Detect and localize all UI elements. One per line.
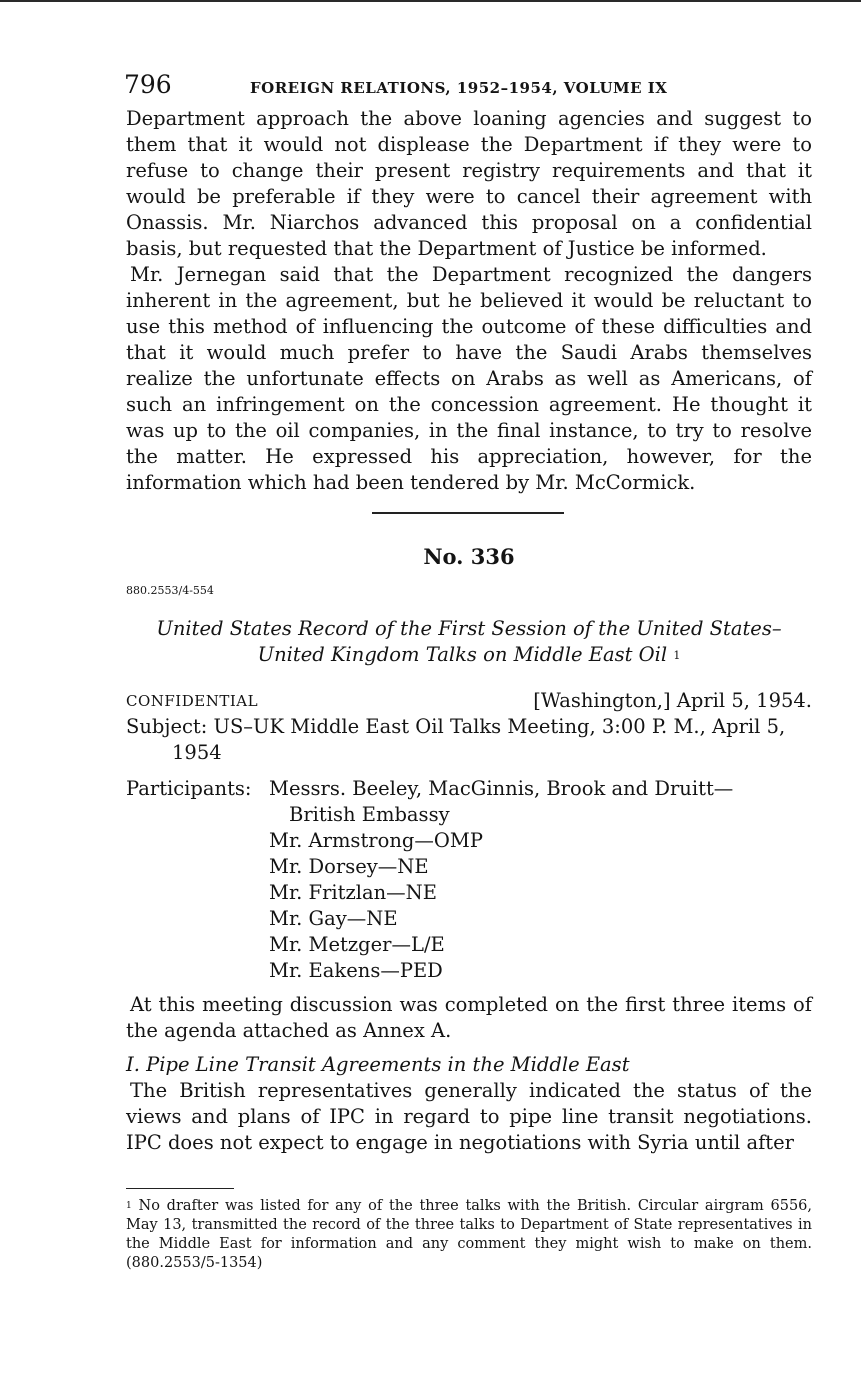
document-title-line-2: United Kingdom Talks on Middle East Oil <box>257 642 668 666</box>
participant-item: Mr. Metzger—L/E <box>269 932 445 956</box>
intro-paragraph-2: Mr. Jernegan said that the Department recognized the dangers inherent in the agreement, but he believed it would be reluctant to use this method of influencing the outcome of these difficulties and that it would much prefer to have the Saudi Arabs themselves realize the unfortunate effects on Arabs as well as Americans, of such an infringement on the concession agreement. He thought it was up to the oil companies, in the final instance, to try to resolve the matter. He expressed his appreciation, however, for the information which had been tendered by Mr. McCormick. <box>126 263 812 494</box>
footnote <box>126 1197 812 1273</box>
opening-paragraph: At this meeting discussion was completed on the first three items of the agenda attached as Annex A. <box>126 992 812 1042</box>
participant-item: Mr. Eakens—PED <box>269 958 443 982</box>
section-divider <box>372 512 564 514</box>
footnote-reference: 1 <box>673 648 681 662</box>
running-title: FOREIGN RELATIONS, 1952–1954, VOLUME IX <box>250 79 668 97</box>
participant-item: Mr. Fritzlan—NE <box>269 880 437 904</box>
participants-block <box>126 776 812 984</box>
book-page <box>126 70 812 1273</box>
document-title <box>126 616 812 668</box>
participant-item: Messrs. Beeley, MacGinnis, Brook and Druitt— <box>269 776 734 800</box>
intro-paragraph-1: Department approach the above loaning agencies and suggest to them that it would not displease the Department if they were to refuse to change their present registry requirements and that it would be preferable if they were to cancel their agreement with Onassis. Mr. Niarchos advanced this proposal on a confidential basis, but requested that the Department of Justice be informed. <box>126 107 812 260</box>
page-number: 796 <box>124 70 172 99</box>
subject-line-2: 1954 <box>172 740 222 764</box>
footnote-marker: 1 <box>126 1201 132 1211</box>
participant-item: Mr. Dorsey—NE <box>269 854 429 878</box>
document-number: No. 336 <box>423 543 515 569</box>
section-paragraph: The British representatives generally indicated the status of the views and plans of IPC in regard to pipe line transit negotiations. IPC does not expect to engage in negotiations with Syria until after <box>126 1078 812 1154</box>
section-heading: I. Pipe Line Transit Agreements in the Middle East <box>126 1052 630 1076</box>
running-header <box>126 70 812 106</box>
participant-item: Mr. Gay—NE <box>269 906 398 930</box>
classification-label: CONFIDENTIAL <box>126 691 259 710</box>
footnote-text: No drafter was listed for any of the three talks with the British. Circular airgram 6556, May 13, transmitted the record of the three talks to Department of State representatives in the Middle East for information and any comment they might wish to make on them. (880.2553/5-1354) <box>126 1198 813 1271</box>
file-number: 880.2553/4-554 <box>126 583 214 597</box>
classification-row <box>126 688 812 714</box>
footnote-separator <box>126 1188 234 1190</box>
participants-label: Participants: <box>126 776 252 800</box>
subject-line-1: Subject: US–UK Middle East Oil Talks Meeting, 3:00 P. M., April 5, <box>126 714 786 738</box>
place-date: [Washington,] April 5, 1954. <box>533 688 812 712</box>
participant-item: Mr. Armstrong—OMP <box>269 828 483 852</box>
page-top-border <box>0 0 861 2</box>
participants-list <box>269 776 812 984</box>
participant-item: British Embassy <box>289 802 450 826</box>
document-title-line-1: United States Record of the First Session of the United States– <box>156 616 782 640</box>
subject-block <box>126 714 812 766</box>
document-title-line-2-wrap <box>126 642 812 668</box>
